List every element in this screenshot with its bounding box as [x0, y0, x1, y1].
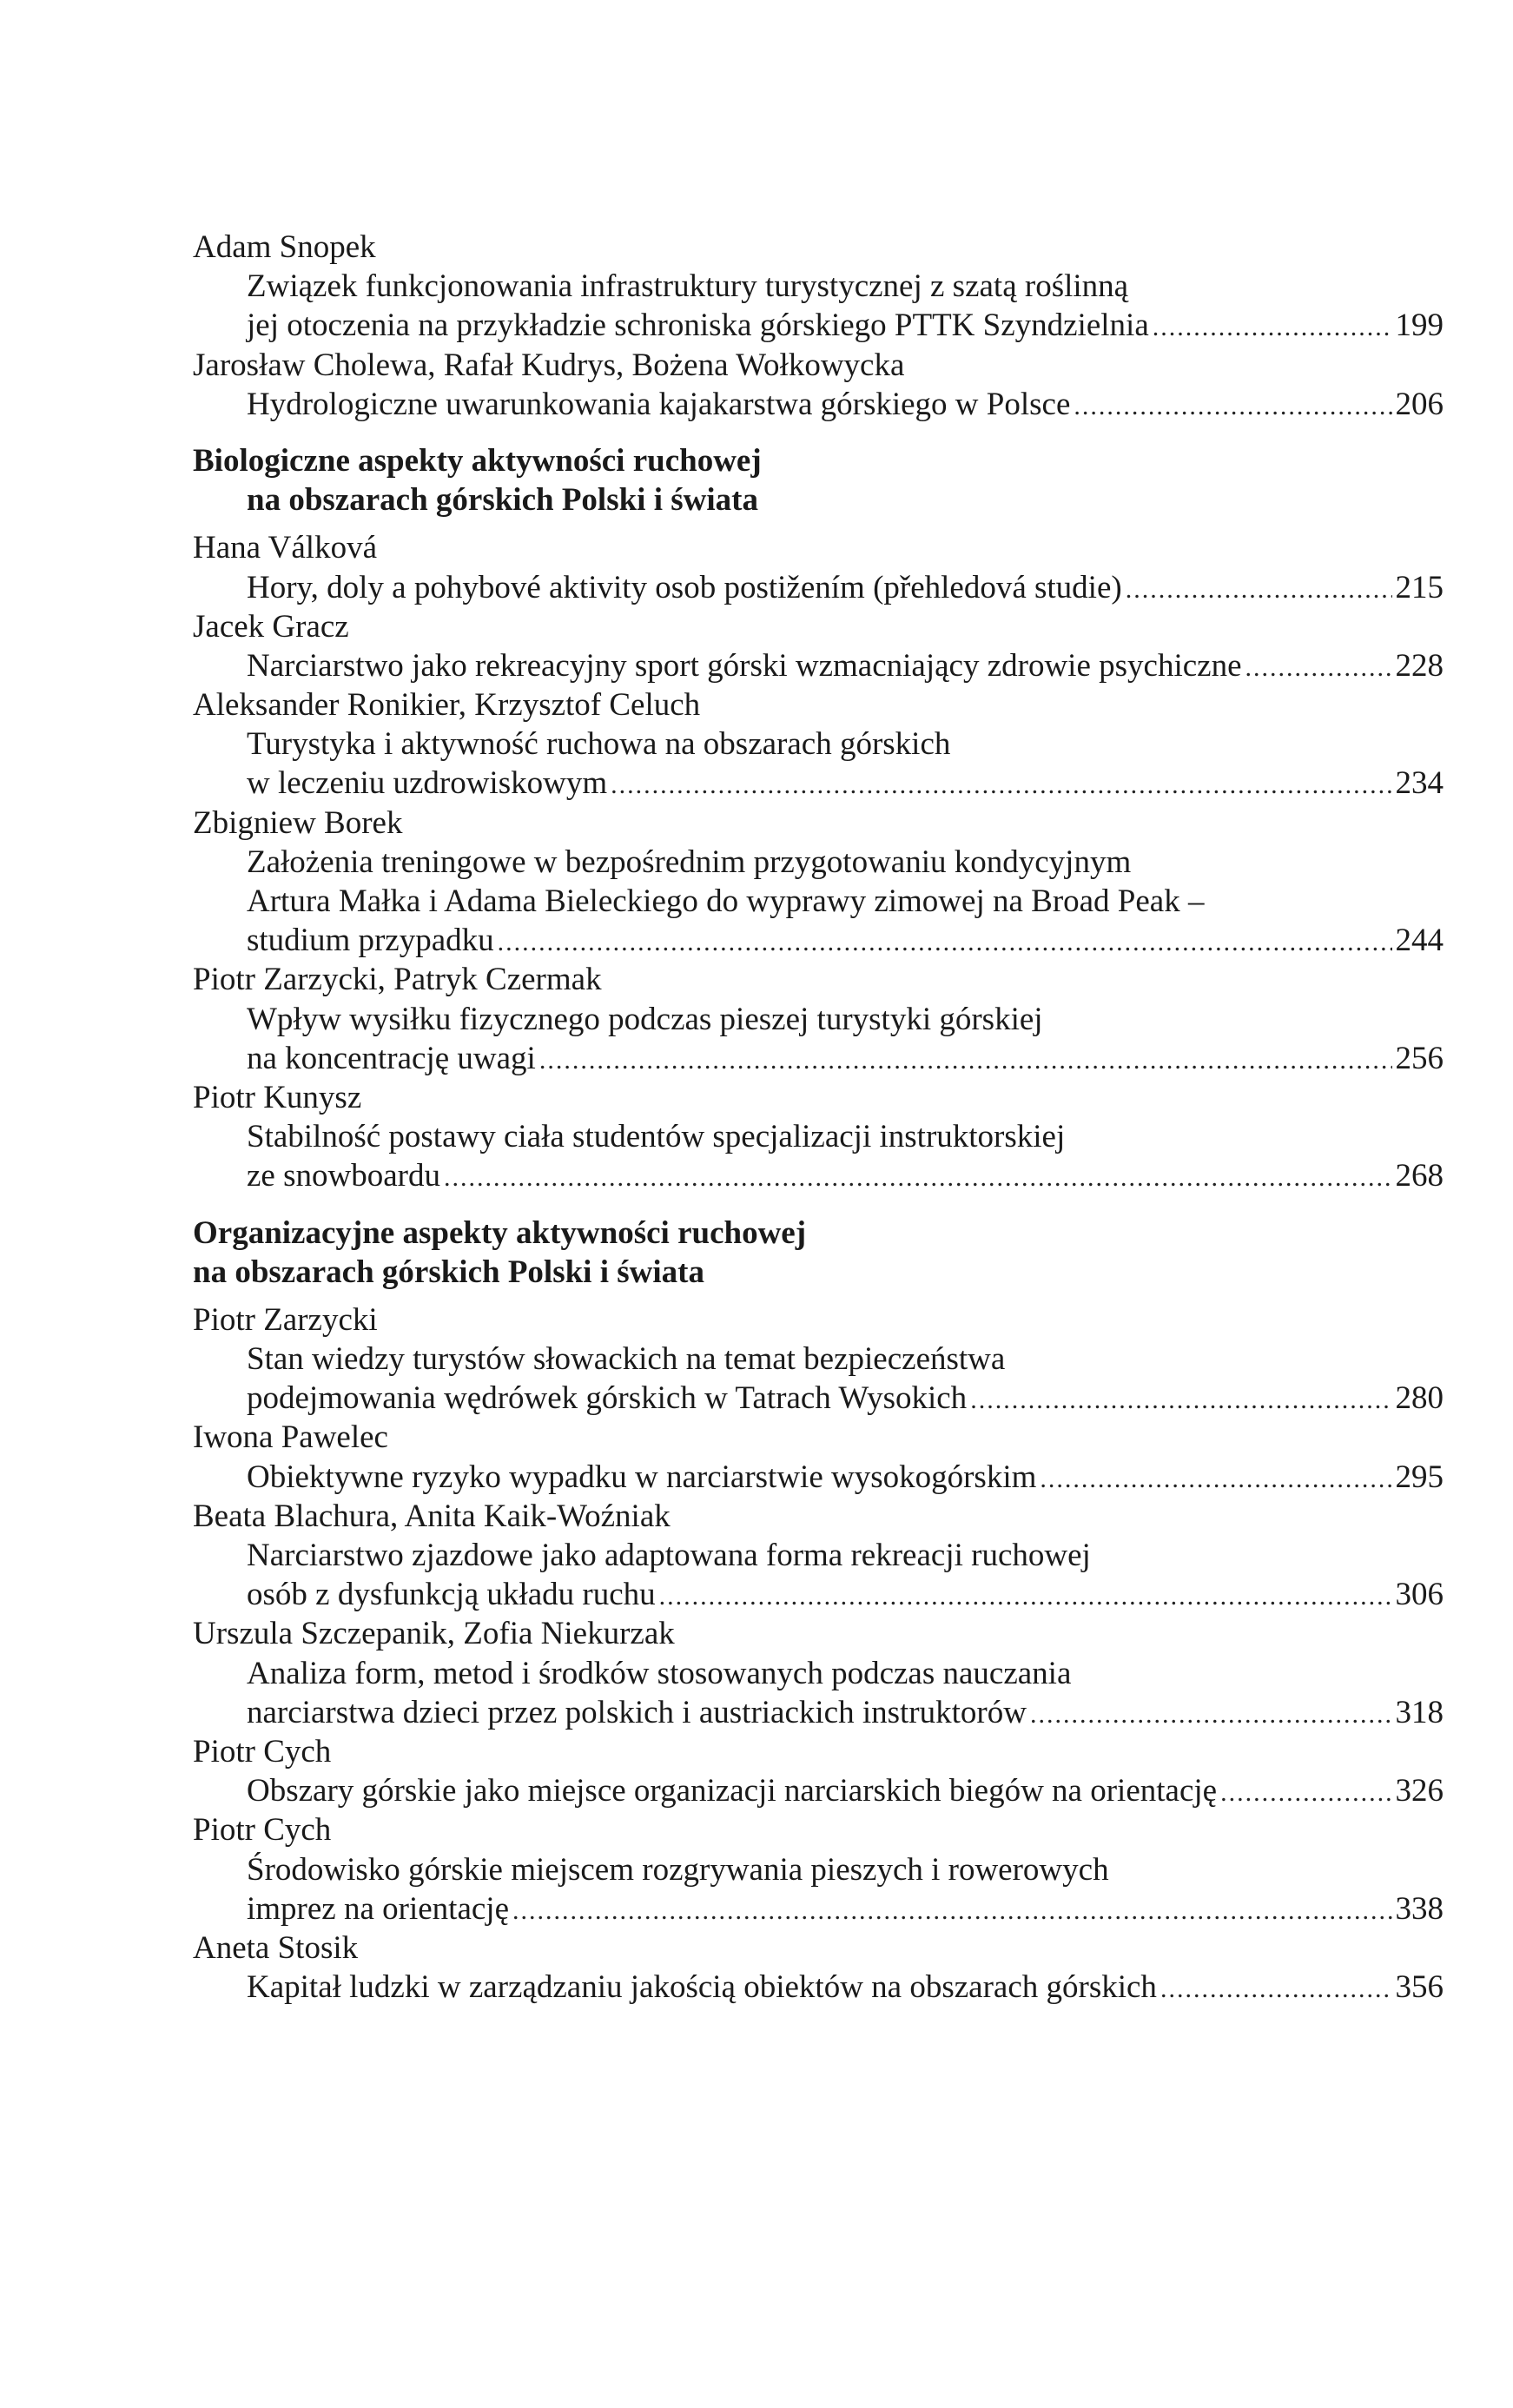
entry-title-last-line [193, 385, 1444, 424]
entry-title-last-line [193, 646, 1444, 685]
page-number[interactable]: 234 [1395, 765, 1444, 802]
entry-title-text: Kapitał ludzki w zarządzaniu jakością obiektów na obszarach górskich [247, 1969, 1157, 2006]
section-heading-line: Organizacyjne aspekty aktywności ruchowej [193, 1214, 807, 1251]
entry-title-text: imprez na orientację [247, 1890, 509, 1927]
page-number[interactable]: 256 [1395, 1040, 1444, 1076]
entry-title-last-line [193, 1039, 1444, 1078]
dot-leader [1040, 1459, 1391, 1498]
entry-title-line: Założenia treningowe w bezpośrednim przygotowaniu kondycyjnym [247, 843, 1132, 880]
page-number[interactable]: 295 [1395, 1459, 1444, 1495]
toc-entry[interactable] [193, 1810, 1444, 1928]
page-number[interactable]: 306 [1395, 1577, 1444, 1613]
entry-title-text: studium przypadku [247, 923, 494, 959]
entry-author: Adam Snopek [193, 229, 376, 265]
toc-entry[interactable] [193, 228, 1444, 346]
section-heading-line: Biologiczne aspekty aktywności ruchowej [193, 442, 762, 479]
toc-entry[interactable] [193, 1928, 1444, 2007]
toc-entry[interactable] [193, 1614, 1444, 1732]
page-number[interactable]: 338 [1395, 1890, 1444, 1927]
dot-leader [498, 923, 1392, 962]
entry-title-line: Artura Małka i Adama Bieleckiego do wyprawy zimowej na Broad Peak – [247, 883, 1205, 919]
section-heading-line: na obszarach górskich Polski i świata [247, 482, 758, 519]
entry-author: Piotr Cych [193, 1733, 332, 1770]
entry-title-last-line [193, 1889, 1444, 1928]
entry-title-last-line [193, 1693, 1444, 1732]
entry-title-last-line [193, 568, 1444, 607]
entry-title-last-line [193, 764, 1444, 803]
entry-author: Urszula Szczepanik, Zofia Niekurzak [193, 1616, 675, 1652]
entry-title-last-line [193, 1771, 1444, 1810]
entry-title-line: Stabilność postawy ciała studentów specjalizacji instruktorskiej [247, 1119, 1066, 1155]
entry-title-text: jej otoczenia na przykładzie schroniska górskiego PTTK Szyndzielnia [247, 308, 1149, 344]
entry-title-last-line [193, 306, 1444, 345]
entry-author: Aleksander Ronikier, Krzysztof Celuch [193, 687, 701, 724]
dot-leader [1220, 1773, 1391, 1812]
page-number[interactable]: 326 [1395, 1773, 1444, 1809]
entry-title-last-line [193, 921, 1444, 960]
toc-entry[interactable] [193, 1300, 1444, 1419]
entry-title-last-line [193, 1575, 1444, 1614]
dot-leader [444, 1158, 1392, 1197]
toc-entry[interactable] [193, 1078, 1444, 1196]
entry-title-text: podejmowania wędrówek górskich w Tatrach Wysokich [247, 1380, 968, 1417]
entry-author: Piotr Zarzycki [193, 1301, 378, 1338]
dot-leader [659, 1577, 1392, 1616]
entry-author: Hana Válková [193, 530, 377, 566]
dot-leader [1074, 387, 1391, 426]
dot-leader [1245, 648, 1392, 687]
dot-leader [1153, 308, 1392, 347]
entry-title-line: Narciarstwo zjazdowe jako adaptowana forma rekreacji ruchowej [247, 1538, 1091, 1573]
toc-entry[interactable] [193, 528, 1444, 606]
page-number[interactable]: 228 [1395, 647, 1444, 684]
section-heading [193, 441, 1444, 519]
dot-leader [512, 1891, 1392, 1930]
entry-title-text: ze snowboardu [247, 1158, 440, 1194]
entry-title-text: osób z dysfunkcją układu ruchu [247, 1577, 656, 1613]
page-number[interactable]: 244 [1395, 923, 1444, 959]
dot-leader [1030, 1695, 1392, 1734]
entry-title-text: Narciarstwo jako rekreacyjny sport górski wzmacniający zdrowie psychiczne [247, 647, 1242, 684]
dot-leader [611, 765, 1391, 804]
page-number[interactable]: 206 [1395, 386, 1444, 422]
toc-entry[interactable] [193, 1497, 1444, 1615]
entry-title-text: Hydrologiczne uwarunkowania kajakarstwa górskiego w Polsce [247, 386, 1071, 422]
entry-title-line: Środowisko górskie miejscem rozgrywania pieszych i rowerowych [247, 1851, 1109, 1888]
toc-entry[interactable] [193, 1418, 1444, 1496]
section-heading [193, 1214, 1444, 1292]
entry-author: Iwona Pawelec [193, 1419, 388, 1456]
page-number[interactable]: 268 [1395, 1158, 1444, 1194]
page-number[interactable]: 215 [1395, 569, 1444, 605]
table-of-contents [193, 228, 1444, 2007]
dot-leader [1126, 570, 1392, 609]
page-number[interactable]: 318 [1395, 1694, 1444, 1730]
page-number[interactable]: 280 [1395, 1380, 1444, 1417]
toc-entry[interactable] [193, 346, 1444, 424]
entry-author: Piotr Cych [193, 1812, 332, 1849]
entry-title-line: Związek funkcjonowania infrastruktury turystycznej z szatą roślinną [247, 268, 1129, 305]
toc-entry[interactable] [193, 804, 1444, 961]
dot-leader [970, 1380, 1391, 1419]
toc-entry[interactable] [193, 960, 1444, 1078]
entry-title-line: Analiza form, metod i środków stosowanych podczas nauczania [247, 1655, 1072, 1691]
toc-entry[interactable] [193, 685, 1444, 804]
entry-title-last-line [193, 1379, 1444, 1418]
entry-title-text: Hory, doly a pohybové aktivity osob postižením (přehledová studie) [247, 569, 1122, 605]
entry-title-text: na koncentrację uwagi [247, 1040, 536, 1076]
entry-author: Piotr Zarzycki, Patryk Czermak [193, 962, 602, 998]
entry-title-last-line [193, 1968, 1444, 2007]
entry-title-text: Obszary górskie jako miejsce organizacji narciarskich biegów na orientację [247, 1773, 1218, 1809]
page-number[interactable]: 199 [1395, 308, 1444, 344]
page-number[interactable]: 356 [1395, 1969, 1444, 2006]
toc-entry[interactable] [193, 607, 1444, 685]
entry-title-line: Turystyka i aktywność ruchowa na obszarach górskich [247, 726, 951, 763]
entry-author: Piotr Kunysz [193, 1079, 362, 1115]
entry-title-last-line [193, 1458, 1444, 1497]
entry-title-text: w leczeniu uzdrowiskowym [247, 765, 608, 802]
toc-entry[interactable] [193, 1732, 1444, 1810]
entry-author: Beata Blachura, Anita Kaik-Woźniak [193, 1498, 671, 1534]
entry-title-line: Stan wiedzy turystów słowackich na temat bezpieczeństwa [247, 1341, 1006, 1378]
entry-title-text: narciarstwa dzieci przez polskich i austriackich instruktorów [247, 1694, 1027, 1730]
entry-title-last-line [193, 1156, 1444, 1195]
entry-title-line: Wpływ wysiłku fizycznego podczas pieszej turystyki górskiej [247, 1001, 1043, 1037]
dot-leader [539, 1041, 1392, 1080]
entry-author: Zbigniew Borek [193, 804, 403, 841]
section-heading-line: na obszarach górskich Polski i świata [193, 1254, 704, 1290]
entry-author: Aneta Stosik [193, 1929, 359, 1966]
entry-author: Jacek Gracz [193, 608, 349, 645]
entry-title-text: Obiektywne ryzyko wypadku w narciarstwie wysokogórskim [247, 1459, 1037, 1495]
dot-leader [1160, 1969, 1392, 2008]
entry-author: Jarosław Cholewa, Rafał Kudrys, Bożena Wołkowycka [193, 347, 905, 383]
